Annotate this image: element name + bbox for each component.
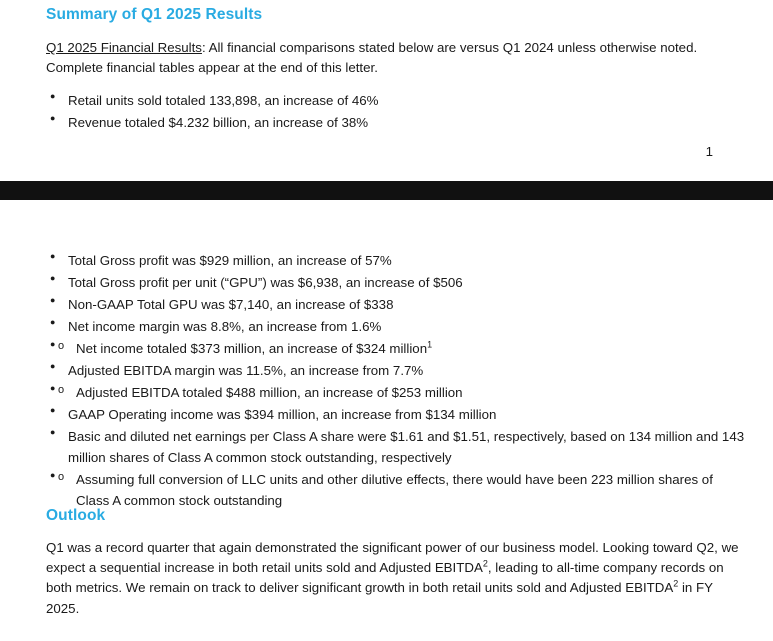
summary-section	[46, 6, 746, 134]
summary-bullet-list	[46, 90, 746, 133]
results-sub-bullet-list	[46, 338, 746, 359]
list-item	[46, 338, 746, 359]
outlook-text-part2: , leading to all-time company records on both metrics. We remain on track to deliver significant growth in both retail units sold and Adjusted EBITDA	[46, 560, 724, 596]
summary-intro-lead: Q1 2025 Financial Results	[46, 40, 202, 55]
page-number: 1	[705, 144, 713, 159]
page-break-divider	[0, 181, 773, 200]
sub-list-wrapper	[46, 469, 746, 511]
list-item: ● GAAP Operating income was $394 million, an increase from $134 million	[46, 404, 746, 425]
footnote-marker: 1	[427, 339, 433, 350]
list-item: ● Adjusted EBITDA margin was 11.5%, an increase from 7.7%	[46, 360, 746, 381]
list-item: o ● Adjusted EBITDA totaled $488 million, an increase of $253 million	[46, 382, 746, 403]
footnote-marker-2: 2	[482, 558, 488, 569]
list-item: ● Revenue totaled $4.232 billion, an increase of 38%	[46, 112, 746, 133]
summary-intro-paragraph	[46, 38, 746, 78]
list-item: ● Retail units sold totaled 133,898, an increase of 46%	[46, 90, 746, 111]
summary-heading: Summary of Q1 2025 Results	[46, 6, 263, 23]
list-item: ● Non-GAAP Total GPU was $7,140, an increase of $338	[46, 294, 746, 315]
sub-bullet-text: Net income totaled $373 million, an increase of $324 million	[76, 341, 428, 356]
outlook-text-part1: Q1 was a record quarter that again demonstrated the significant power of our business model. Looking toward Q2, we expect a sequential increase in both retail units sold and Adjusted EBITDA	[46, 540, 739, 576]
results-bullet-list	[46, 250, 746, 511]
list-item: ● Total Gross profit was $929 million, an increase of 57%	[46, 250, 746, 271]
results-sub-bullet-list-2	[46, 382, 746, 403]
outlook-heading: Outlook	[46, 507, 106, 524]
list-item: o ● Assuming full conversion of LLC units and other dilutive effects, there would have been 223 million shares of Class A common stock outstanding	[46, 469, 746, 511]
results-section	[46, 250, 746, 512]
outlook-text-part3: in FY 2025.	[46, 580, 713, 616]
results-sub-bullet-list-3	[46, 469, 746, 511]
sub-list-wrapper	[46, 382, 746, 403]
list-item: ● Basic and diluted net earnings per Class A share were $1.61 and $1.51, respectively, based on 134 million and 143 million shares of Class A common stock outstanding, respectively	[46, 426, 746, 468]
list-item: ● Net income margin was 8.8%, an increase from 1.6%	[46, 316, 746, 337]
list-item: ● Total Gross profit per unit (“GPU”) was $6,938, an increase of $506	[46, 272, 746, 293]
summary-intro-rest: : All financial comparisons stated below are versus Q1 2024 unless otherwise noted. Complete financial tables appear at the end of this letter.	[46, 40, 698, 76]
outlook-paragraph	[46, 538, 746, 619]
footnote-marker-3: 2	[673, 578, 679, 589]
sub-list-wrapper	[46, 338, 746, 359]
